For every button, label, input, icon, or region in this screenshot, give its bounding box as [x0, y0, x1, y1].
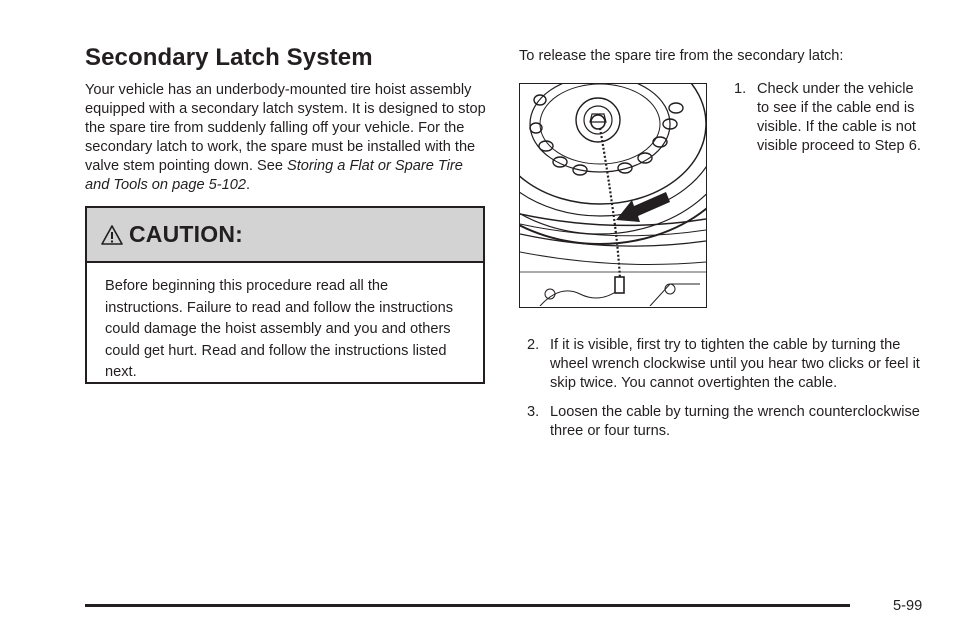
- cross-reference: Storing a Flat or Spare Tire and Tools on page 5-102: [85, 158, 463, 193]
- procedure-intro: To release the spare tire from the secondary latch:: [519, 48, 844, 64]
- step-number: 1.: [734, 81, 747, 97]
- step-text: If it is visible, first try to tighten the cable by turning the wheel wrench clockwise until you hear two clicks or feel it skip twice. You cannot overtighten the cable.: [550, 337, 920, 391]
- procedure-step-3: [527, 403, 927, 441]
- procedure-step-2: [527, 336, 927, 393]
- procedure-steps-lower: [527, 336, 927, 451]
- step-number: 3.: [527, 404, 540, 420]
- step-number: 2.: [527, 337, 540, 353]
- caution-header: [87, 208, 483, 263]
- spare-tire-illustration: [519, 83, 707, 308]
- intro-paragraph: [85, 81, 490, 195]
- step-text: Check under the vehicle to see if the cable end is visible. If the cable is not visible proceed to Step 6.: [757, 81, 921, 154]
- step-text: Loosen the cable by turning the wrench counterclockwise three or four turns.: [550, 404, 920, 439]
- intro-text: Your vehicle has an underbody-mounted tire hoist assembly equipped with a secondary latch system. It is designed to stop the spare tire from suddenly falling off your vehicle. For the secondary latch to work, the spare must be installed with the valve stem pointing down. See: [85, 82, 486, 174]
- spare-tire-drawing: [520, 84, 706, 306]
- caution-title: CAUTION:: [129, 221, 244, 247]
- footer-rule: [85, 604, 850, 607]
- caution-text: Before beginning this procedure read all the instructions. Failure to read and follow the instructions could damage the hoist assembly and you and others could get hurt. Read and follow the instructions listed next.: [105, 278, 453, 380]
- warning-triangle-icon: [101, 224, 123, 246]
- section-title: Secondary Latch System: [85, 44, 373, 71]
- caution-box: [85, 206, 485, 384]
- intro-end: .: [245, 177, 250, 193]
- page-number: 5-99: [893, 598, 923, 614]
- procedure-step-1: [734, 80, 924, 166]
